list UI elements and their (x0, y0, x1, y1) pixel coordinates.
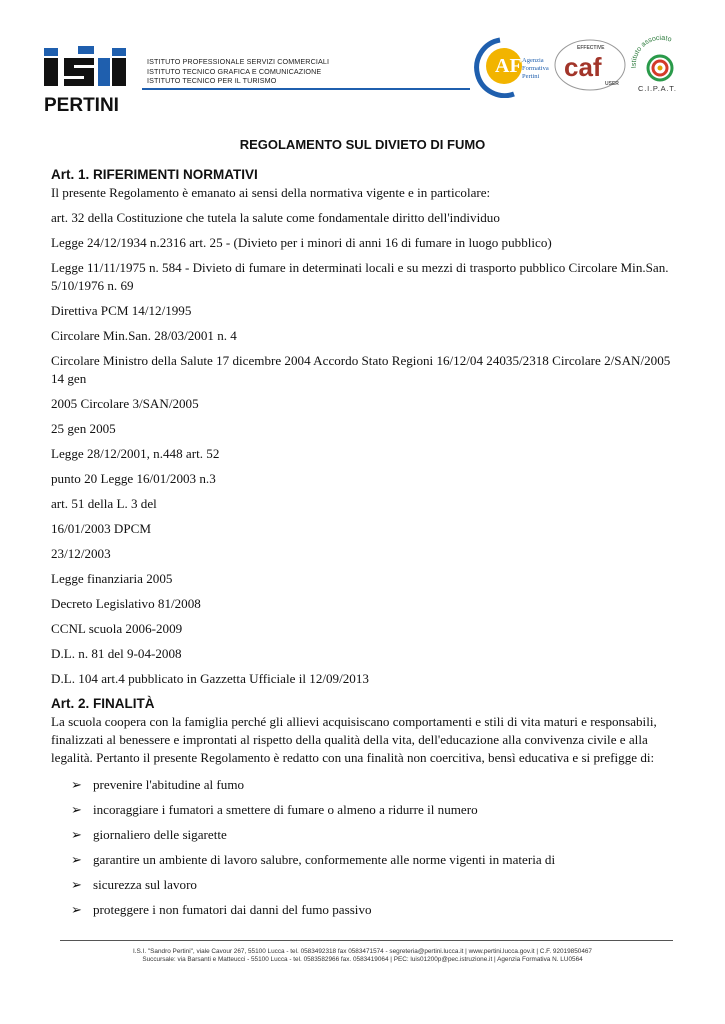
reference-item: Legge 11/11/1975 n. 584 - Divieto di fumare in determinati locali e su mezzi di trasporto pubblico Circolare Min.San. 5/10/1976 n. 69 (51, 260, 669, 293)
document-body (51, 166, 681, 926)
reference-item: Circolare Min.San. 28/03/2001 n. 4 (51, 328, 237, 343)
list-item (71, 876, 681, 894)
list-item (71, 851, 681, 869)
goal-text: prevenire l'abitudine al fumo (93, 777, 245, 792)
svg-text:Istituto associato: Istituto associato (630, 34, 673, 69)
reference-item: 25 gen 2005 (51, 421, 116, 436)
reference-item: D.L. 104 art.4 pubblicato in Gazzetta Ufficiale il 12/09/2013 (51, 671, 369, 686)
footer (0, 948, 725, 964)
document-title: REGOLAMENTO SUL DIVIETO DI FUMO (239, 137, 486, 152)
svg-text:USER: USER (605, 81, 619, 87)
reference-item: Decreto Legislativo 81/2008 (51, 596, 201, 611)
goal-text: garantire un ambiente di lavoro salubre, conformemente alle norme vigenti in materia di (93, 852, 556, 867)
art2-intro: La scuola coopera con la famiglia perché gli allievi acquisiscano comportamenti e stili di vita maturi e responsabili, finalizzati al benessere e improntati al rispetto della qualità della vita, dell'educazione alla convivenza civile e alla legalità. Pertanto il presente Regolamento è redatto con una finalità non coercitiva, bensì educativa e si prefigge di: (51, 714, 657, 765)
header-rule (142, 88, 470, 90)
list-item (71, 901, 681, 919)
arrow-bullet-icon: ➢ (71, 827, 82, 842)
list-item (71, 776, 681, 794)
svg-text:C.I.P.A.T.: C.I.P.A.T. (638, 84, 677, 93)
svg-text:AF: AF (495, 55, 522, 77)
footer-rule (60, 940, 673, 941)
school-line: ISTITUTO TECNICO PER IL TURISMO (147, 76, 277, 86)
reference-item: Circolare Ministro della Salute 17 dicembre 2004 Accordo Stato Regioni 16/12/04 24035/2318 Circolare 2/SAN/2005 14 gen (51, 353, 671, 386)
reference-item: Legge 28/12/2001, n.448 art. 52 (51, 446, 220, 461)
reference-item: art. 32 della Costituzione che tutela la salute come fondamentale diritto dell'individuo (51, 210, 500, 225)
art1-intro: Il presente Regolamento è emanato ai sensi della normativa vigente e in particolare: (51, 185, 491, 200)
reference-item: Legge 24/12/1934 n.2316 art. 25 - (Divieto per i minori di anni 16 di fumare in luogo pubblico) (51, 235, 552, 250)
arrow-bullet-icon: ➢ (71, 852, 82, 867)
list-item (71, 826, 681, 844)
school-names (147, 57, 329, 86)
reference-item: Direttiva PCM 14/12/1995 (51, 303, 192, 318)
svg-text:Formativa: Formativa (522, 65, 549, 72)
arrow-bullet-icon: ➢ (71, 877, 82, 892)
cipat-logo (628, 34, 692, 94)
reference-item: punto 20 Legge 16/01/2003 n.3 (51, 471, 216, 486)
reference-item: 23/12/2003 (51, 546, 111, 561)
reference-item: D.L. n. 81 del 9-04-2008 (51, 646, 182, 661)
list-item (71, 801, 681, 819)
agenzia-formativa-logo (470, 36, 550, 98)
art2-goals-list (51, 776, 681, 919)
goal-text: proteggere i non fumatori dai danni del fumo passivo (93, 902, 372, 917)
reference-item: CCNL scuola 2006-2009 (51, 621, 183, 636)
svg-text:caf: caf (564, 52, 602, 82)
arrow-bullet-icon: ➢ (71, 902, 82, 917)
footer-line: Succursale: via Barsanti e Matteucci - 55100 Lucca - tel. 0583582966 fax. 0583419064 | PEC: luis01200p@pec.istruzione.it | Agenzia Formativa N. LU0564 (142, 956, 583, 963)
goal-text: sicurezza sul lavoro (93, 877, 197, 892)
reference-item: 2005 Circolare 3/SAN/2005 (51, 396, 199, 411)
school-line: ISTITUTO PROFESSIONALE SERVIZI COMMERCIALI (147, 57, 330, 66)
svg-text:EFFECTIVE: EFFECTIVE (577, 45, 605, 51)
goal-text: giornaliero delle sigarette (93, 827, 227, 842)
arrow-bullet-icon: ➢ (71, 777, 82, 792)
school-line: ISTITUTO TECNICO GRAFICA E COMUNICAZIONE (147, 66, 322, 76)
art2-heading: Art. 2. FINALITÀ (51, 696, 155, 711)
footer-line: I.S.I. "Sandro Pertini", viale Cavour 267, 55100 Lucca - tel. 0583492318 fax 0583471574 - segreteria@pertini.lucca.it | www.pertini.lucca.gov.it | C.F. 92019850467 (132, 948, 592, 955)
reference-item: Legge finanziaria 2005 (51, 571, 173, 586)
caf-logo (553, 38, 627, 92)
reference-item: art. 51 della L. 3 del (51, 496, 157, 511)
arrow-bullet-icon: ➢ (71, 802, 82, 817)
isi-logo-name: PERTINI (44, 95, 119, 114)
art1-heading: Art. 1. RIFERIMENTI NORMATIVI (51, 167, 258, 182)
letterhead (0, 0, 725, 118)
isi-pertini-logo (42, 44, 138, 114)
art1-references (51, 209, 681, 688)
svg-text:Agenzia: Agenzia (522, 57, 544, 64)
reference-item: 16/01/2003 DPCM (51, 521, 152, 536)
goal-text: incoraggiare i fumatori a smettere di fumare o almeno a ridurre il numero (93, 802, 478, 817)
svg-text:Pertini: Pertini (522, 73, 540, 80)
